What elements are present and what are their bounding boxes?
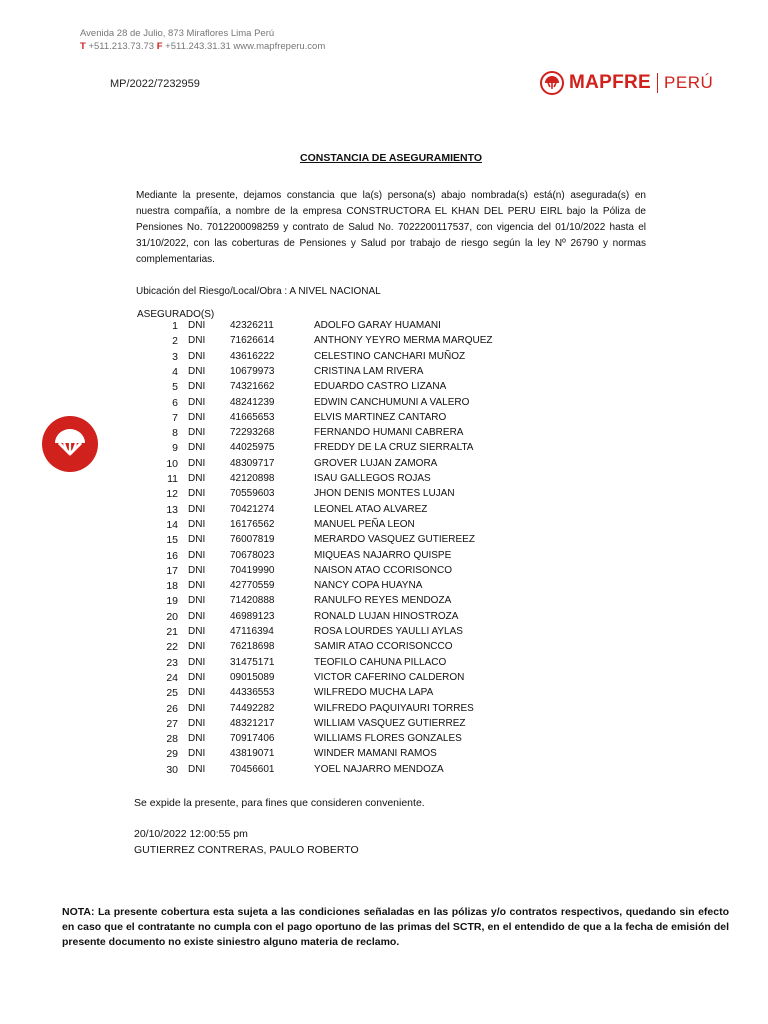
- insured-number: 24: [166, 671, 178, 684]
- insured-doc-number: 71420888: [230, 595, 275, 607]
- insured-name: RONALD LUJAN HINOSTROZA: [314, 610, 459, 622]
- insured-name: CRISTINA LAM RIVERA: [314, 365, 424, 377]
- insured-number: 2: [172, 335, 178, 348]
- insured-doc-number: 44025975: [230, 442, 275, 454]
- insured-doc-type: DNI: [188, 381, 206, 393]
- insured-doc-type: DNI: [188, 702, 206, 714]
- insured-doc-number: 70456601: [230, 763, 275, 775]
- insured-number: 28: [166, 733, 178, 746]
- insured-list-header: ASEGURADO(S): [137, 309, 215, 320]
- insured-doc-type: DNI: [188, 350, 206, 362]
- insured-name: ROSA LOURDES YAULLI AYLAS: [314, 626, 463, 637]
- signatory-name: GUTIERREZ CONTRERAS, PAULO ROBERTO: [134, 844, 359, 856]
- insured-name: EDUARDO CASTRO LIZANA: [314, 381, 447, 393]
- insured-doc-type: DNI: [188, 503, 206, 515]
- insured-number: 9: [172, 442, 178, 455]
- insured-name: MANUEL PEÑA LEON: [314, 518, 415, 530]
- company-address-block: [80, 27, 325, 53]
- insured-number: 29: [166, 748, 178, 761]
- insured-doc-number: 74321662: [230, 381, 275, 393]
- insured-name: JHON DENIS MONTES LUJAN: [314, 488, 455, 500]
- insured-number: 27: [166, 717, 178, 730]
- insured-doc-number: 09015089: [230, 671, 275, 683]
- insured-doc-type: DNI: [188, 626, 206, 637]
- insured-doc-number: 70559603: [230, 488, 275, 500]
- insured-doc-number: 72293268: [230, 427, 275, 439]
- insured-name: CELESTINO CANCHARI MUÑOZ: [314, 350, 466, 362]
- insured-name: MERARDO VASQUEZ GUTIEREEZ: [314, 534, 475, 546]
- insured-name: NANCY COPA HUAYNA: [314, 580, 423, 592]
- insured-number: 5: [172, 381, 178, 394]
- document-title: CONSTANCIA DE ASEGURAMIENTO: [299, 152, 482, 164]
- insured-doc-type: DNI: [188, 733, 206, 745]
- insured-number: 8: [172, 427, 178, 440]
- insured-name: SAMIR ATAO CCORISONCCO: [314, 641, 453, 653]
- insured-doc-number: 44336553: [230, 687, 275, 699]
- insured-number: 23: [166, 656, 178, 669]
- mapfre-side-emblem-icon: [42, 416, 98, 472]
- insured-doc-number: 16176562: [230, 518, 275, 530]
- insured-name: MIQUEAS NAJARRO QUISPE: [314, 549, 452, 561]
- insured-doc-type: DNI: [188, 335, 206, 347]
- insured-doc-number: 10679973: [230, 365, 275, 377]
- insured-name: ANTHONY YEYRO MERMA MARQUEZ: [314, 335, 493, 347]
- insured-name: WILLIAMS FLORES GONZALES: [314, 733, 462, 745]
- insured-doc-type: DNI: [188, 748, 206, 760]
- company-address: Avenida 28 de Julio, 873 Miraflores Lima Perú: [80, 28, 275, 39]
- insured-name: RANULFO REYES MENDOZA: [314, 595, 452, 607]
- insured-number: 15: [166, 534, 178, 547]
- insured-name: WILFREDO MUCHA LAPA: [314, 687, 434, 699]
- insured-doc-number: 31475171: [230, 656, 275, 668]
- insured-number: 1: [172, 320, 178, 332]
- insured-name: NAISON ATAO CCORISONCO: [314, 564, 452, 576]
- company-contact-line: [80, 40, 325, 53]
- insured-doc-number: 71626614: [230, 335, 275, 347]
- fax-label: F: [156, 41, 163, 52]
- insured-name: WILFREDO PAQUIYAURI TORRES: [314, 702, 474, 714]
- insured-doc-number: 47116394: [230, 626, 274, 637]
- insured-number: 6: [172, 396, 178, 409]
- insured-doc-number: 42326211: [230, 320, 274, 331]
- insured-number: 16: [166, 549, 178, 562]
- logo-divider: [657, 73, 658, 93]
- insured-name: FREDDY DE LA CRUZ SIERRALTA: [314, 442, 474, 454]
- insured-number: 21: [166, 626, 178, 638]
- insured-doc-type: DNI: [188, 671, 206, 683]
- insured-name: EDWIN CANCHUMUNI A VALERO: [314, 396, 470, 408]
- insured-name: WINDER MAMANI RAMOS: [314, 748, 437, 760]
- insured-doc-type: DNI: [188, 641, 206, 653]
- insured-number: 25: [166, 687, 178, 700]
- insured-doc-number: 76007819: [230, 534, 275, 546]
- insured-doc-type: DNI: [188, 518, 206, 530]
- insured-doc-number: 41665653: [230, 411, 275, 423]
- phone-label: T: [80, 41, 86, 52]
- insured-doc-number: 48321217: [230, 717, 275, 729]
- insured-doc-type: DNI: [188, 763, 206, 775]
- insured-doc-number: 48241239: [230, 396, 275, 408]
- insured-doc-type: DNI: [188, 549, 206, 561]
- insured-doc-number: 70419990: [230, 564, 275, 576]
- insured-doc-type: DNI: [188, 595, 206, 607]
- document-reference: MP/2022/7232959: [110, 78, 200, 90]
- insured-doc-type: DNI: [188, 396, 206, 408]
- insured-name: YOEL NAJARRO MENDOZA: [314, 763, 444, 775]
- insured-number: 14: [166, 518, 178, 531]
- insured-name: ISAU GALLEGOS ROJAS: [314, 473, 431, 484]
- insured-name: ADOLFO GARAY HUAMANI: [314, 320, 441, 331]
- insured-doc-type: DNI: [188, 687, 206, 699]
- insured-doc-number: 74492282: [230, 702, 275, 714]
- insured-number: 3: [172, 350, 178, 363]
- insured-number: 11: [167, 473, 178, 485]
- legal-note: NOTA: La presente cobertura esta sujeta a las condiciones señaladas en las pólizas y/o contratos respectivos, quedando sin efecto en caso que el contratante no cumpla con el pago oportuno de las primas del SCTR, en el entendido de que a la fecha de emisión del presente documento no existe siniestro alguno materia de reclamo.: [62, 906, 729, 949]
- insured-doc-type: DNI: [188, 717, 206, 729]
- insured-doc-number: 70421274: [230, 503, 275, 515]
- insured-doc-type: DNI: [188, 488, 206, 500]
- insured-doc-type: DNI: [188, 411, 206, 423]
- issue-datetime: 20/10/2022 12:00:55 pm: [134, 828, 248, 840]
- insured-number: 12: [166, 488, 178, 501]
- insured-number: 7: [172, 411, 178, 424]
- phone-number: +511.213.73.73: [88, 41, 155, 52]
- insured-number: 13: [166, 503, 178, 516]
- insured-name: GROVER LUJAN ZAMORA: [314, 457, 438, 469]
- insured-doc-number: 46989123: [230, 610, 275, 622]
- insured-number: 10: [166, 457, 178, 470]
- closing-statement: Se expide la presente, para fines que consideren conveniente.: [134, 797, 425, 809]
- insured-doc-type: DNI: [188, 656, 206, 668]
- insured-number: 22: [166, 641, 178, 654]
- insured-name: VICTOR CAFERINO CALDERON: [314, 671, 465, 683]
- insured-doc-type: DNI: [188, 457, 206, 469]
- insured-doc-type: DNI: [188, 365, 206, 377]
- insured-number: 30: [166, 763, 178, 776]
- insured-doc-number: 76218698: [230, 641, 275, 653]
- insured-doc-type: DNI: [188, 534, 206, 546]
- insured-name: WILLIAM VASQUEZ GUTIERREZ: [314, 717, 466, 729]
- insured-name: TEOFILO CAHUNA PILLACO: [314, 656, 447, 668]
- insured-doc-type: DNI: [188, 564, 206, 576]
- mapfre-emblem-icon: [540, 71, 564, 95]
- insured-doc-number: 70678023: [230, 549, 275, 561]
- logo-brand-text: MAPFRE: [569, 72, 652, 93]
- insured-doc-type: DNI: [188, 580, 206, 592]
- insured-number: 20: [166, 610, 178, 623]
- intro-paragraph: Mediante la presente, dejamos constancia que la(s) persona(s) abajo nombrada(s) está(n) asegurada(s) en nuestra compañía, a nombre de la empresa CONSTRUCTORA EL KHAN DEL PERU EIRL bajo la Póliza de Pensiones No. 7012200098259 y contrato de Salud No. 7022200117537, con vigencia del 01/10/2022 hasta el 31/10/2022, con las coberturas de Pensiones y Salud por trabajo de riesgo según la ley Nº 26790 y normas complementarias.: [136, 190, 646, 265]
- logo-country-text: PERÚ: [664, 73, 714, 92]
- risk-location: Ubicación del Riesgo/Local/Obra : A NIVEL NACIONAL: [136, 286, 381, 297]
- insured-doc-number: 70917406: [230, 733, 275, 745]
- mapfre-logo: [540, 69, 713, 97]
- insured-doc-number: 43616222: [230, 350, 275, 362]
- insured-doc-number: 43819071: [230, 748, 275, 760]
- insured-name: ELVIS MARTINEZ CANTARO: [314, 411, 447, 423]
- insured-name: LEONEL ATAO ALVAREZ: [314, 503, 428, 515]
- insured-doc-type: DNI: [188, 427, 206, 439]
- insured-number: 19: [166, 595, 178, 608]
- insured-number: 4: [172, 365, 178, 378]
- insured-number: 17: [166, 564, 178, 577]
- insured-doc-number: 42120898: [230, 473, 275, 484]
- insured-doc-type: DNI: [188, 442, 206, 454]
- insured-doc-number: 48309717: [230, 457, 275, 469]
- fax-and-website: +511.243.31.31 www.mapfreperu.com: [165, 41, 326, 52]
- insured-doc-number: 42770559: [230, 580, 275, 592]
- insured-name: FERNANDO HUMANI CABRERA: [314, 427, 464, 439]
- insured-doc-type: DNI: [188, 320, 206, 331]
- insured-number: 26: [166, 702, 178, 715]
- insured-doc-type: DNI: [188, 473, 206, 484]
- insured-number: 18: [166, 580, 178, 593]
- insured-doc-type: DNI: [188, 610, 206, 622]
